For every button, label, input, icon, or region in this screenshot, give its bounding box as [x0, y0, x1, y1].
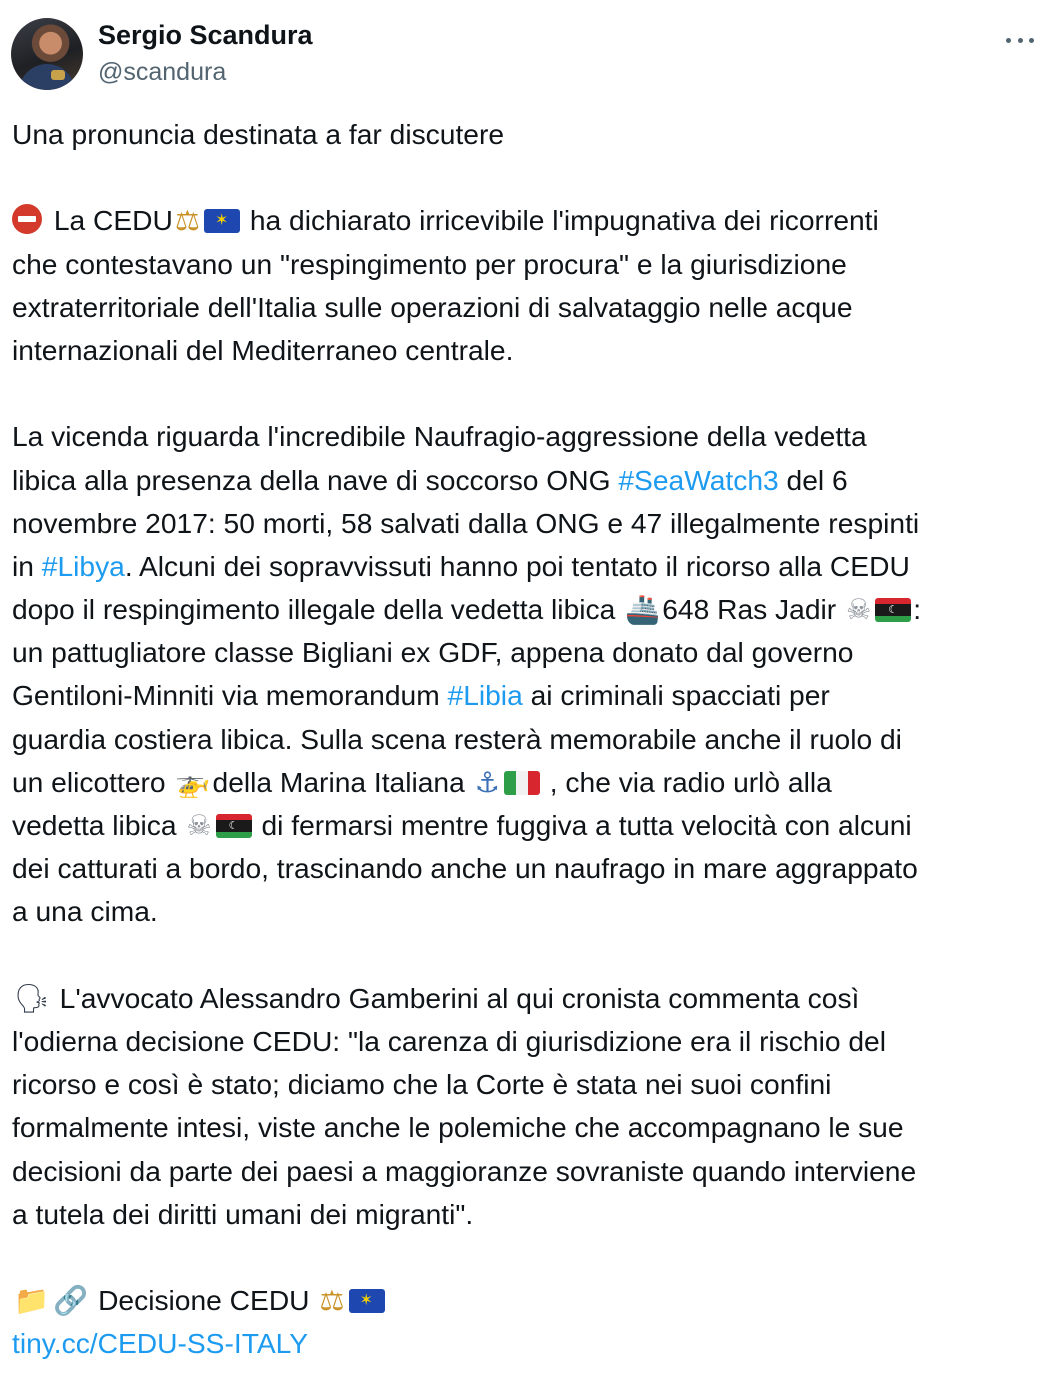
text-segment: dopo il respingimento illegale della vedetta libica [12, 593, 616, 626]
tweet-line: La vicenda riguarda l'incredibile Naufragio-aggressione della vedetta [12, 420, 867, 453]
tweet-line: a tutela dei diritti umani dei migranti". [12, 1197, 474, 1230]
tweet-line [12, 199, 1042, 242]
speaking-head-icon: 🗣 [14, 981, 50, 1014]
tweet-line: guardia costiera libica. Sulla scena resterà memorabile anche il ruolo di [12, 722, 902, 755]
link-icon: 🔗 [53, 1284, 89, 1317]
balance-scale-icon: ⚖ [319, 1285, 345, 1317]
text-segment: libica alla presenza della nave di soccorso ONG [12, 463, 611, 496]
eu-flag-icon [204, 209, 240, 233]
author-handle[interactable]: @scandura [98, 58, 227, 86]
anchor-icon: ⚓ [474, 765, 500, 798]
tweet-text [12, 113, 1042, 1365]
tweet-line [12, 1322, 1042, 1365]
tweet-line [12, 588, 1042, 631]
tweet-line [12, 674, 1042, 717]
tweet-line [12, 761, 1042, 804]
author-name[interactable]: Sergio Scandura [98, 20, 313, 50]
avatar-shoulder [19, 64, 75, 90]
tweet-line: formalmente intesi, viste anche le polemiche che accompagnano le sue [12, 1111, 904, 1144]
text-segment: : [913, 593, 922, 626]
more-dot [1006, 38, 1011, 43]
tweet-line [12, 113, 1042, 156]
tweet-line: internazionali del Mediterraneo centrale. [12, 333, 514, 366]
text-segment: un elicottero [12, 765, 166, 798]
tweet-line [12, 459, 1042, 502]
tweet-line [12, 804, 1042, 847]
skull-crossbones-icon: ☠ [186, 809, 212, 841]
tweet-line: l'odierna decisione CEDU: "la carenza di giurisdizione era il rischio del [12, 1024, 886, 1057]
skull-crossbones-icon: ☠ [846, 593, 872, 626]
more-dot [1029, 38, 1034, 43]
avatar[interactable] [11, 18, 83, 90]
helicopter-icon: 🚁 [175, 765, 211, 798]
tweet-line: extraterritoriale dell'Italia sulle operazioni di salvataggio nelle acque [12, 290, 853, 323]
folder-icon: 📁 [14, 1284, 50, 1317]
text-segment: 648 Ras Jadir [662, 593, 837, 626]
ship-icon: 🚢 [625, 593, 661, 626]
tweet-intro: Una pronuncia destinata a far discutere [12, 118, 505, 150]
italy-flag-icon [504, 771, 540, 795]
text-segment: , che via radio urlò alla [549, 765, 832, 798]
text-segment: in [12, 549, 34, 582]
text-segment: Decisione CEDU [98, 1284, 310, 1317]
tweet-line [12, 977, 1042, 1020]
tweet-line: un pattugliatore classe Bigliani ex GDF, appena donato dal governo [12, 636, 854, 669]
hashtag-libya-link[interactable]: #Libya [41, 549, 125, 582]
text-segment: La CEDU [53, 204, 173, 237]
text-segment: Gentiloni-Minniti via memorandum [12, 679, 440, 712]
tweet-header [11, 18, 1038, 92]
no-entry-icon [12, 204, 42, 234]
avatar-accent [51, 70, 65, 80]
tweet-line: novembre 2017: 50 morti, 58 salvati dalla ONG e 47 illegalmente respinti [12, 506, 920, 539]
libya-flag-icon [216, 814, 252, 838]
text-segment: ai criminali spacciati per [530, 679, 830, 712]
tweet-line [12, 1279, 1042, 1322]
text-segment: di fermarsi mentre fuggiva a tutta velocità con alcuni [261, 809, 912, 841]
tweet-line: decisioni da parte dei paesi a maggioranze sovraniste quando interviene [12, 1154, 917, 1187]
more-dot [1018, 38, 1023, 43]
text-segment: vedetta libica [12, 809, 177, 841]
more-horizontal-icon[interactable] [1002, 26, 1038, 54]
text-segment: della Marina Italiana [212, 765, 465, 798]
eu-flag-icon [349, 1289, 385, 1313]
balance-scale-icon: ⚖ [174, 205, 201, 237]
text-segment: L'avvocato Alessandro Gamberini al qui cronista commenta così [59, 981, 860, 1014]
tweet-line: a una cima. [12, 895, 158, 928]
text-segment: . Alcuni dei sopravvissuti hanno poi tentato il ricorso alla CEDU [124, 549, 910, 582]
tweet-line [12, 545, 1042, 588]
hashtag-libia-link[interactable]: #Libia [447, 679, 523, 712]
tweet-line: dei catturati a bordo, trascinando anche un naufrago in mare aggrappato [12, 852, 918, 885]
text-segment: del 6 [786, 463, 848, 496]
tweet-line: che contestavano un "respingimento per procura" e la giurisdizione [12, 247, 847, 280]
text-segment: ha dichiarato irricevibile l'impugnativa dei ricorrenti [249, 204, 879, 237]
libya-flag-icon [875, 598, 911, 622]
hashtag-seawatch3-link[interactable]: #SeaWatch3 [618, 463, 779, 496]
external-link[interactable]: tiny.cc/CEDU-SS-ITALY [12, 1327, 309, 1360]
tweet-line: ricorso e così è stato; diciamo che la Corte è stata nei suoi confini [12, 1068, 832, 1101]
